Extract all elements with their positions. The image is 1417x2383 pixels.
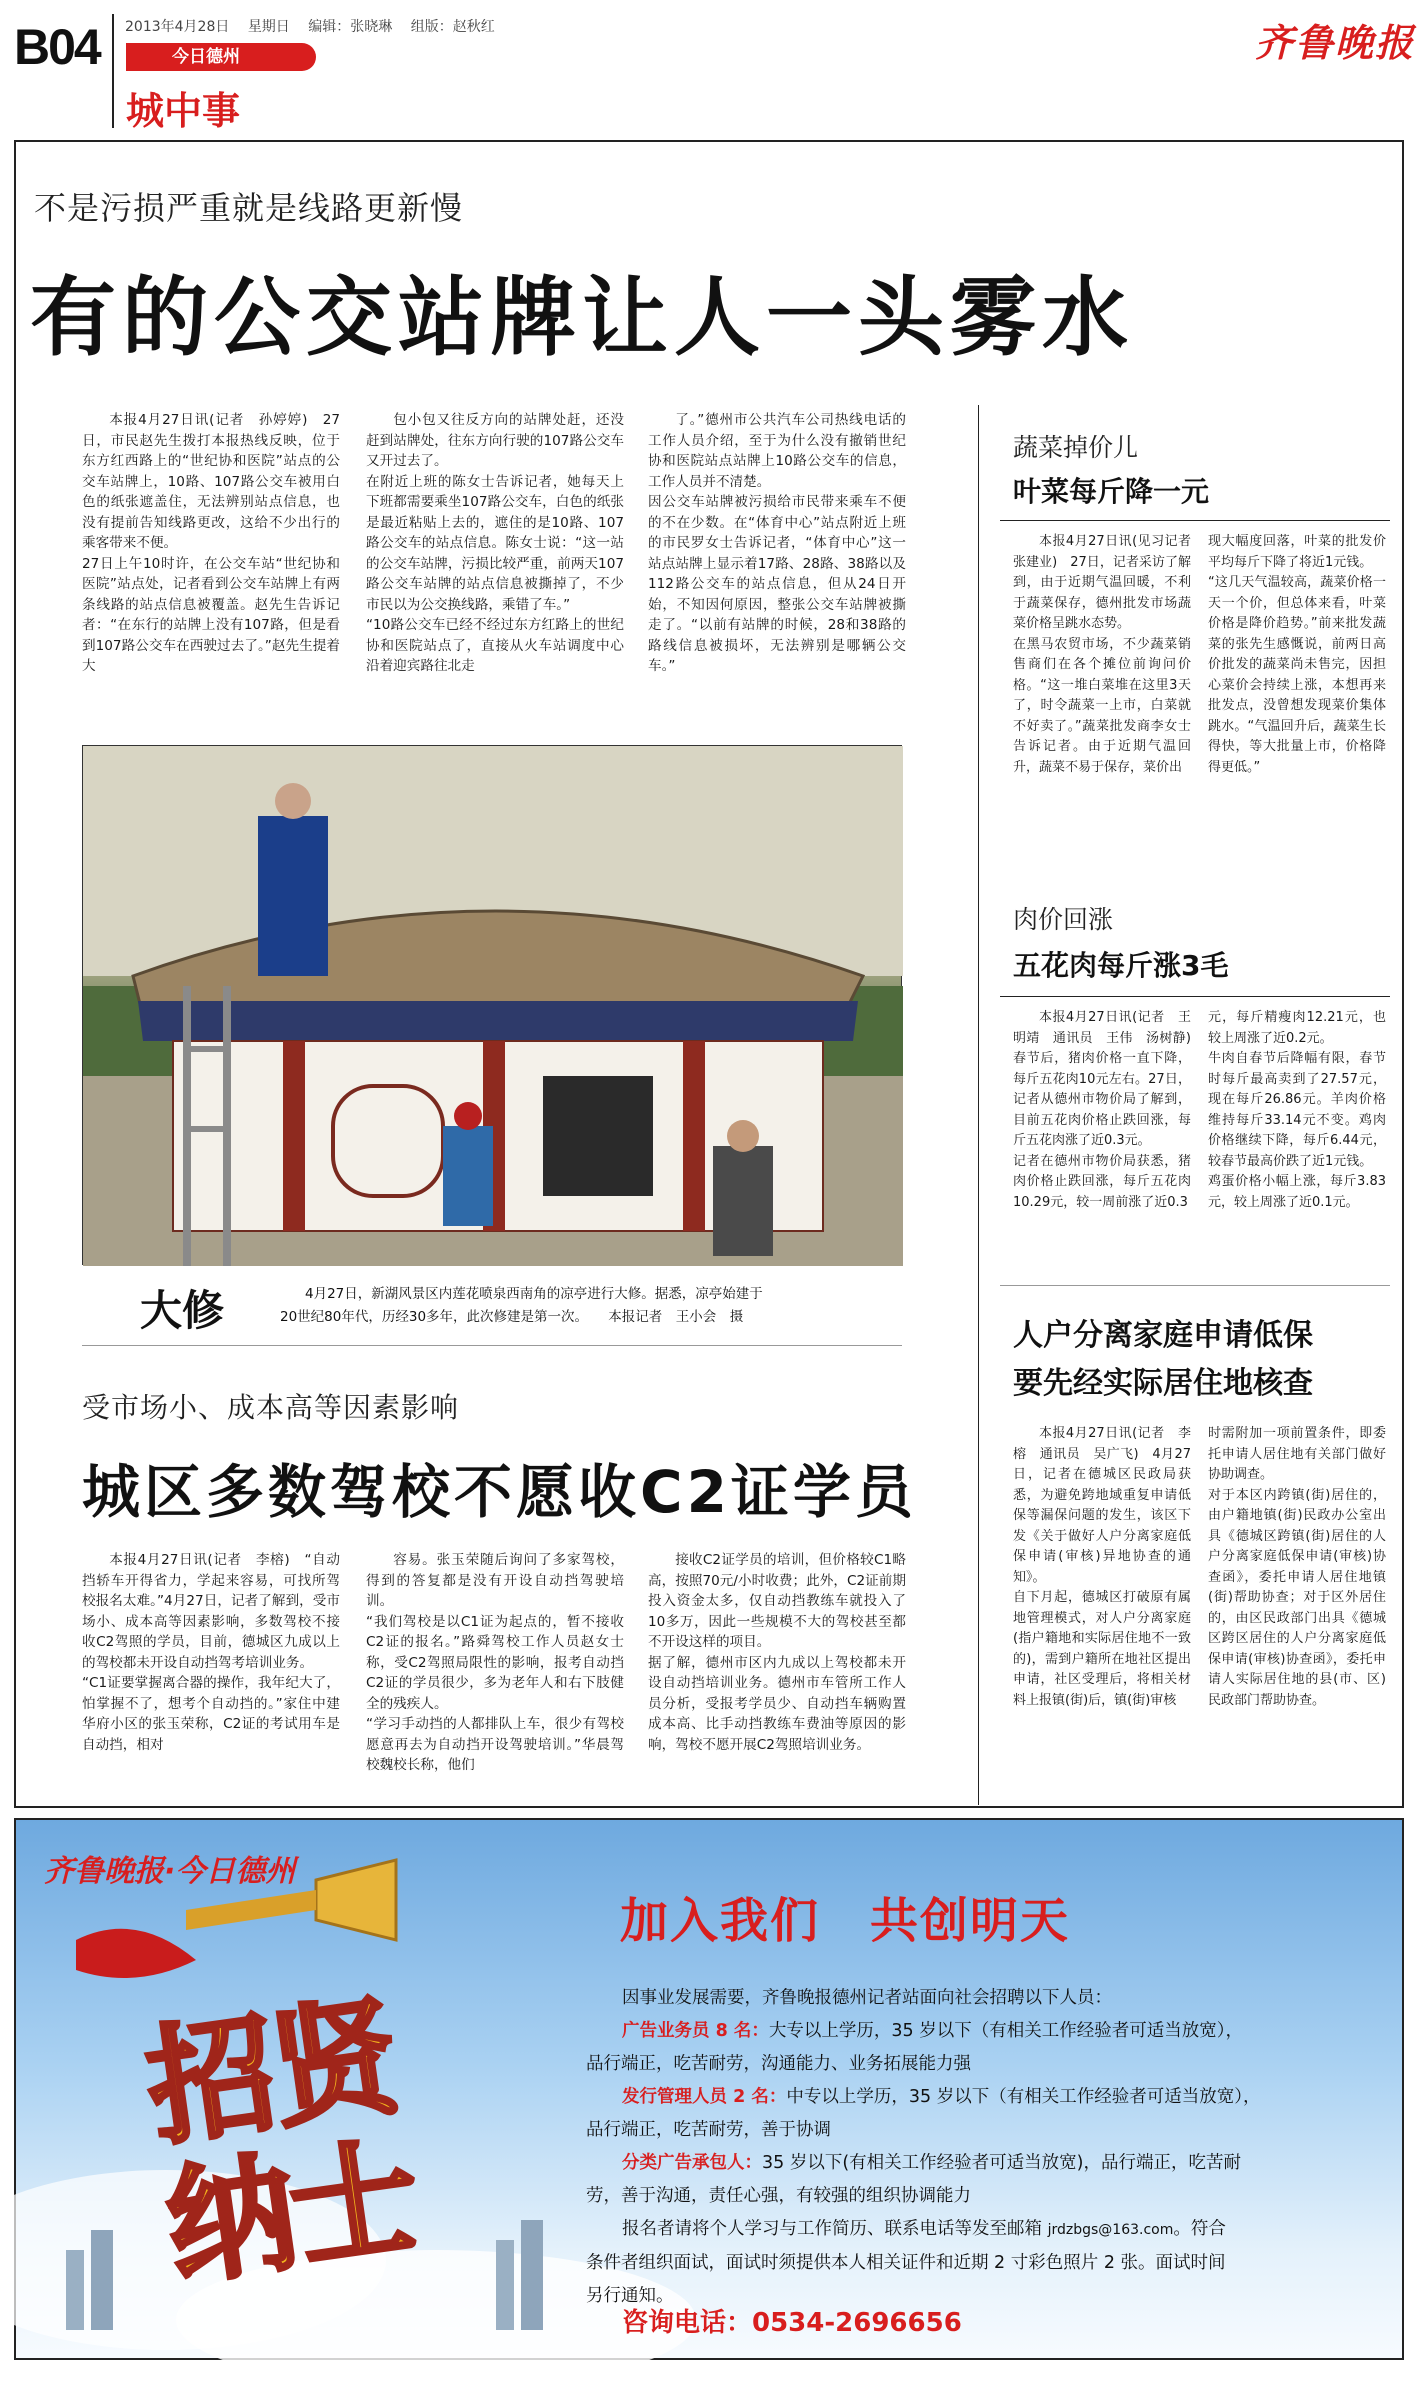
veg-column-1: 本报4月27日讯(见习记者 张建业) 27日，记者采访了解到，由于近期气温回暖，不利于蔬菜保存，德州批发市场蔬菜价格呈跳水态势。 在黑马农贸市场，不少蔬菜销售商们在各个摊位前询问价格。“这一堆白菜堆在这里3天了，时令蔬菜一上市，白菜就不好卖了。”蔬菜批发商李女士告诉记者。由于近期气温回升，蔬菜不易于保存，菜价出 [1013,534,1191,775]
ad-body [586,1982,1386,2313]
driving-column-3: 接收C2证学员的培训，但价格较C1略高，按照70元/小时收费；此外，C2证前期投入资金太多，仅自动挡教练车就投入了10多万，因此一些规模不大的驾校甚至都不开设这样的项目。 据了解，德州市区内九成以上驾校都未开设自动挡培训业务。德州市车管所工作人员分析，受报考学员少、自动挡车辆购置成本高、比手动挡教练车费油等原因的影响，驾校不愿开展C2驾照培训业务。 [648,1552,906,1753]
ad-apply-text: 报名者请将个人学习与工作简历、联系电话等发至邮箱 [622,2219,1042,2239]
dibao-column-1: 本报4月27日讯(记者 李榕 通讯员 吴广飞) 4月27日，记者在德城区民政局获悉，为避免跨地域重复申请低保等漏保问题的发生，该区下发《关于做好人户分离家庭低保申请(审核)异地协查的通知》。 自下月起，德城区打破原有属地管理模式，对人户分离家庭(指户籍地和实际居住地不一致的)，需到户籍所在地社区提出申请，社区受理后，将相关材料上报镇(街)后，镇(街)审核 [1013,1426,1191,1708]
masthead-info [125,16,495,36]
ad-big-char-2: 纳士 [158,2122,425,2305]
lead-column-1: 本报4月27日讯(记者 孙婷婷) 27日，市民赵先生拨打本报热线反映，位于东方红西路上的“世纪协和医院”站点的公交车站牌上，10路、107路公交车被用白色的纸张遮盖住，无法辨别站点信息，也没有提前告知线路更改，这给不少出行的乘客带来不便。 27日上午10时许，在公交车站“世纪协和医院”站点处，记者看到公交车站牌上有两条线路的站点信息被覆盖。赵先生告诉记者：“在东行的站牌上没有107路，但是看到107路公交车在西驶过去了。”赵先生提着大 [82,412,340,674]
pork-kicker: 肉价回涨 [1013,905,1114,934]
ad-intro: 因事业发展需要，齐鲁晚报德州记者站面向社会招聘以下人员： [622,1988,1112,2008]
section-tag: 今日德州 [126,43,316,71]
ad-job-3-text: 35 岁以下(有相关工作经验者可适当放宽)，品行端正，吃苦耐 [762,2153,1241,2173]
dibao-headline-2: 要先经实际居住地核查 [1013,1366,1313,1401]
driving-column-1: 本报4月27日讯(记者 李榕) “自动挡轿车开得省力，学起来容易，可找所驾校报名太难。”4月27日，记者了解到，受市场小、成本高等因素影响，多数驾校不接收C2驾照的学员，目前，德城区九成以上的驾校都未开设自动挡驾考培训业务。 “C1证要掌握离合器的操作，我年纪大了，怕掌握不了，想考个自动挡的。”家住中建华府小区的张玉荣称，C2证的考试用车是自动挡，相对 [82,1552,340,1753]
ad-phone: 咨询电话：0534-2696656 [622,2308,962,2338]
ad-email-link[interactable]: jrdzbgs@163.com [1047,2222,1174,2238]
ad-apply-2: 条件者组织面试，面试时须提供本人相关证件和近期 2 寸彩色照片 2 张。面试时间 [586,2253,1226,2273]
ad-job-2 [586,2081,1386,2114]
ad-apply-3: 另行通知。 [586,2286,674,2306]
driving-headline: 城区多数驾校不愿收C2证学员 [82,1458,917,1526]
ad-apply-suffix: 。符合 [1173,2219,1226,2239]
column-divider [978,405,979,1805]
issue-date: 2013年4月28日 [125,19,230,35]
driving-kicker: 受市场小、成本高等因素影响 [82,1391,460,1424]
photo-caption-2: 20世纪80年代，历经30多年，此次修建是第一次。 本报记者 王小会 摄 [280,1309,744,1325]
lead-column-3: 了。”德州市公共汽车公司热线电话的工作人员介绍，至于为什么没有撤销世纪协和医院站点站牌上10路公交车的信息，工作人员并不清楚。 因公交车站牌被污损给市民带来乘车不便的不在少数。在“体育中心”站点附近上班的市民罗女士告诉记者，“体育中心”这一站点站牌上显示着17路、28路、38路以及112路公交车的站点信息，但从24日开始，不知因何原因，整张公交车站牌被撕走了。“以前有站牌的时候，28和38路的路线信息被损坏，无法辨别是哪辆公交车。” [648,412,906,674]
veg-rule [1000,520,1390,521]
pork-column-2: 元，每斤精瘦肉12.21元，也较上周涨了近0.2元。 牛肉自春节后降幅有限，春节时每斤最高卖到了27.57元，现在每斤26.86元。羊肉价格维持每斤33.14元不变。鸡肉价格继续下降，每斤6.44元，较春节最高价跌了近1元钱。 鸡蛋价格小幅上涨，每斤3.83元，较上周涨了近0.1元。 [1208,1010,1386,1210]
paper-logo: 齐鲁晚报 [1255,20,1416,65]
masthead-divider [112,14,114,128]
dibao-headline-1: 人户分离家庭申请低保 [1013,1318,1313,1353]
masthead [0,0,1417,140]
veg-column-2: 现大幅度回落，叶菜的批发价平均每斤下降了将近1元钱。 “这几天气温较高，蔬菜价格一天一个价，但总体来看，叶菜价格是降价趋势。”前来批发蔬菜的张先生感慨说，前两日高价批发的蔬菜尚未售完，因担心菜价会持续上涨，本想再来批发点，没曾想发现菜价集体跳水。“气温回升后，蔬菜生长得快，等大批量上市，价格降得更低。” [1208,534,1386,775]
dibao-column-2: 时需附加一项前置条件，即委托申请人居住地有关部门做好协助调查。 对于本区内跨镇(街)居住的，由户籍地镇(街)民政办公室出具《德城区跨镇(街)居住的人户分离家庭低保申请(审核)协查函》，委托申请人居住地镇(街)帮助协查；对于区外居住的，由区民政部门出具《德城区跨区居住的人户分离家庭低保申请(审核)协查函》，委托申请人实际居住地的县(市、区)民政部门帮助协查。 [1208,1426,1386,1708]
news-photo [82,745,902,1265]
driving-column-2: 容易。张玉荣随后询问了多家驾校，得到的答复都是没有开设自动挡驾驶培训。 “我们驾校是以C1证为起点的，暂不接收C2证的报名。”路舜驾校工作人员赵女士称，受C2驾照局限性的影响，报考自动挡C2证的学员很少，多为老年人和右下肢健全的残疾人。 “学习手动挡的人都排队上车，很少有驾校愿意再去为自动挡开设驾驶培训。”华晨驾校魏校长称，他们 [366,1552,624,1773]
ad-job-3 [586,2147,1386,2180]
ad-brand: 齐鲁晚报·今日德州 [44,1854,296,1889]
ad-job-3-title: 分类广告承包人： [622,2153,762,2173]
recruitment-ad [14,1818,1404,2360]
photo-big-caption: 大修 [140,1286,225,1335]
section-rule [82,1345,902,1346]
ad-slogan: 加入我们 共创明天 [620,1893,1071,1949]
ad-job-1-text: 大专以上学历，35 岁以下（有相关工作经验者可适当放宽）， [768,2021,1243,2041]
pork-column-1: 本报4月27日讯(记者 王明靖 通讯员 王伟 汤树静) 春节后，猪肉价格一直下降，每斤五花肉10元左右。27日，记者从德州市物价局了解到，目前五花肉价格止跌回涨，每斤五花肉涨了近0.3元。 记者在德州市物价局获悉，猪肉价格止跌回涨，每斤五花肉10.29元，较一周前涨了近0.3 [1013,1010,1191,1210]
ad-job-3-text-2: 劳，善于沟通，责任心强，有较强的组织协调能力 [586,2186,971,2206]
lead-column-2: 包小包又往反方向的站牌处赶，还没赶到站牌处，往东方向行驶的107路公交车又开过去了。 在附近上班的陈女士告诉记者，她每天上下班都需要乘坐107路公交车，白色的纸张是最近粘贴上去的，遮住的是10路、107路公交车的站点信息。陈女士说：“这一站的公交车站牌，污损比较严重，前两天107路公交车站牌的站点信息被撕掉了，不少市民以为公交换线路，乘错了车。” “10路公交车已经不经过东方红路上的世纪协和医院站点了，直接从火车站调度中心沿着迎宾路往北走 [366,412,624,674]
page-number: B04 [14,19,100,75]
pavilion-illustration [83,746,903,1266]
ad-job-2-title: 发行管理人员 2 名： [622,2087,787,2107]
ad-apply-1 [586,2213,1386,2247]
issue-weekday: 星期日 [247,19,290,35]
pork-rule [1000,996,1390,997]
lead-headline: 有的公交站牌让人一头雾水 [30,268,1134,368]
ad-big-char-1: 招贤 [138,1982,405,2165]
pork-bottom-rule [1000,1285,1390,1286]
veg-kicker: 蔬菜掉价儿 [1013,433,1139,462]
ad-job-1-text-2: 品行端正，吃苦耐劳，沟通能力、业务拓展能力强 [586,2054,971,2074]
section-title: 城中事 [126,89,241,133]
editor-credit: 编辑：张晓琳 [308,19,393,35]
photo-caption-1: 4月27日，新湖风景区内莲花喷泉西南角的凉亭进行大修。据悉，凉亭始建于 [305,1286,763,1302]
pork-headline: 五花肉每斤涨3毛 [1013,949,1229,982]
veg-headline: 叶菜每斤降一元 [1013,475,1210,508]
lead-kicker: 不是污损严重就是线路更新慢 [34,189,464,227]
ad-job-1 [586,2015,1386,2048]
ad-job-1-title: 广告业务员 8 名： [622,2021,769,2041]
layout-credit: 组版：赵秋红 [410,19,495,35]
ad-job-2-text-2: 品行端正，吃苦耐劳，善于协调 [586,2120,831,2140]
ad-job-2-text: 中专以上学历，35 岁以下（有相关工作经验者可适当放宽）， [786,2087,1261,2107]
